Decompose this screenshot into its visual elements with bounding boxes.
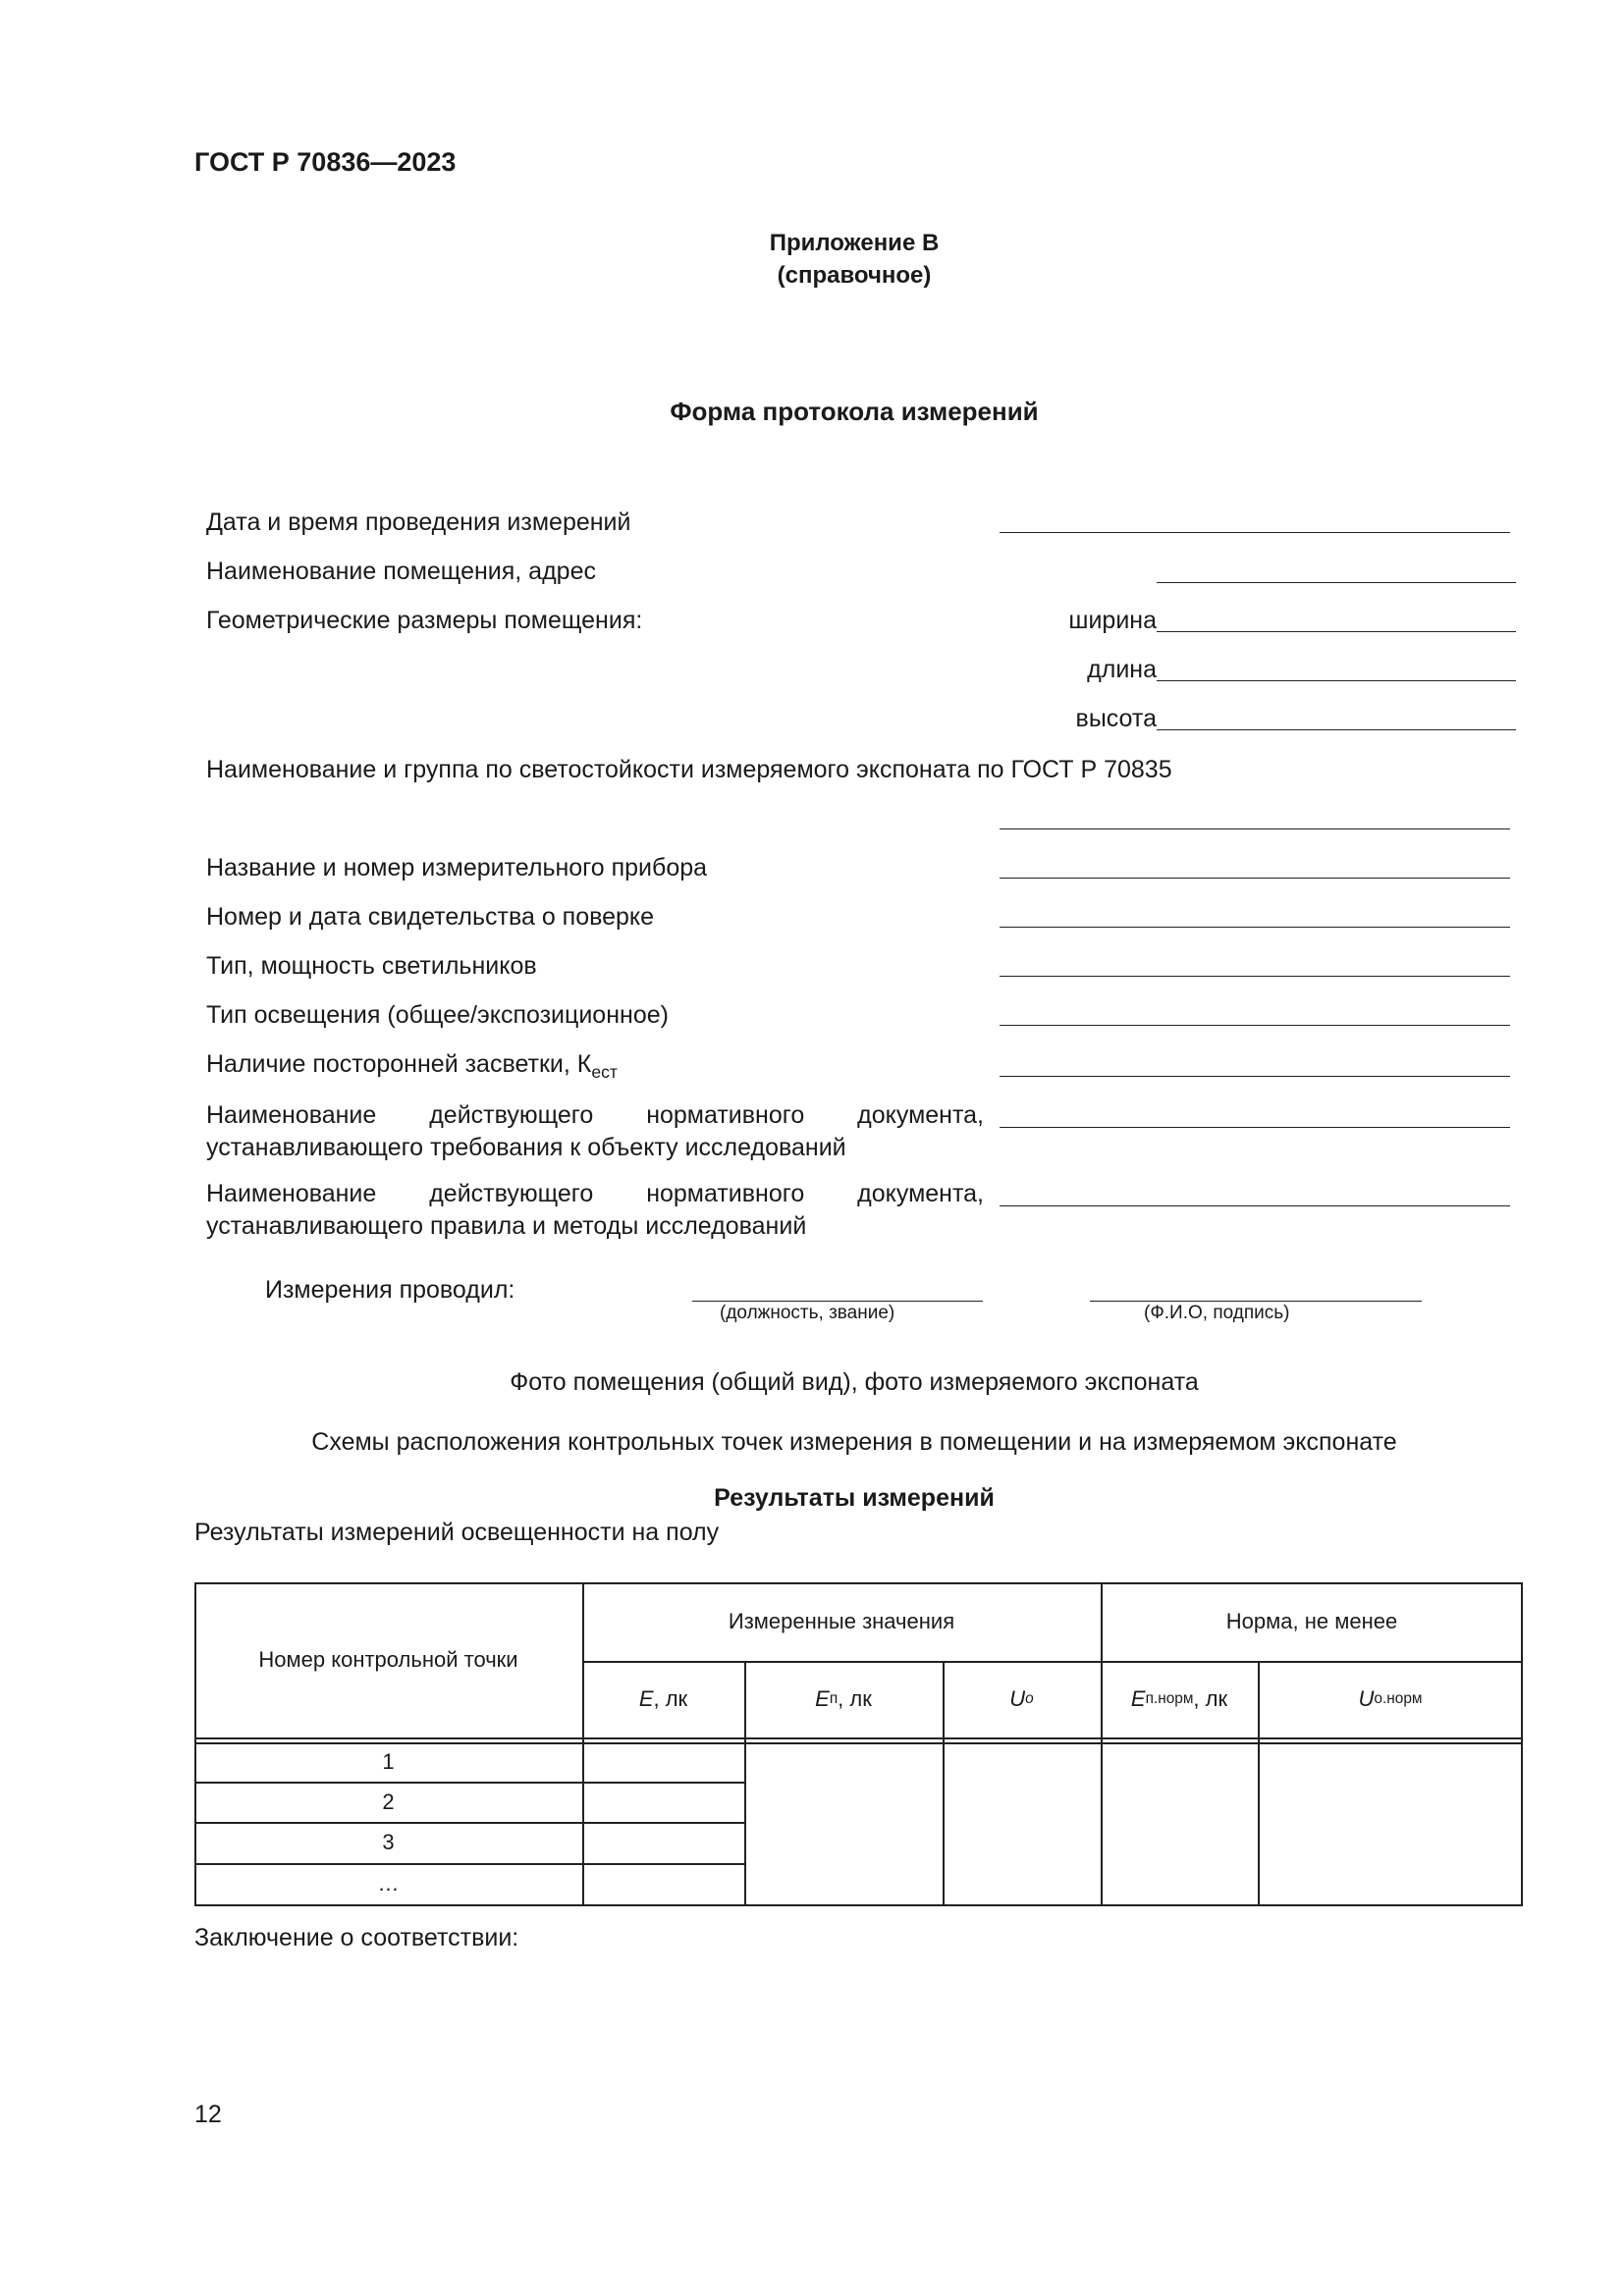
page-number: 12 <box>194 2101 222 2128</box>
table-row-4-label: … <box>377 1871 400 1896</box>
field-label-instrument: Название и номер измерительного прибора <box>206 854 708 881</box>
length-label: длина <box>1087 656 1157 683</box>
field-label-norm-doc-requirements: Наименование действующего нормативного документа, устанавливающего требования к объекту исследований <box>206 1101 984 1161</box>
header-ep-norm: E п.норм , лк <box>1130 1686 1228 1711</box>
cell-e-row-2[interactable] <box>582 1782 744 1822</box>
exhibit-group-line[interactable] <box>1000 828 1510 829</box>
field-label-exhibit-group: Наименование и группа по светостойкости измеряемого экспоната по ГОСТ Р 70835 <box>206 756 1172 783</box>
field-label-room-dims: Геометрические размеры помещения: <box>206 607 643 634</box>
lighting-type-line[interactable] <box>1000 1025 1510 1026</box>
position-line[interactable] <box>692 1301 983 1302</box>
height-line[interactable] <box>1157 729 1516 730</box>
photo-note: Фото помещения (общий вид), фото измеряемого экспоната <box>510 1368 1199 1396</box>
cell-e-row-4[interactable] <box>582 1863 744 1904</box>
header-ep: E п , лк <box>815 1686 872 1711</box>
field-label-stray-light <box>206 1050 618 1083</box>
name-line[interactable] <box>1090 1301 1422 1302</box>
width-label: ширина <box>1068 607 1157 634</box>
header-uo-norm: U о.норм <box>1358 1686 1423 1711</box>
field-label-lighting-type: Тип освещения (общее/экспозиционное) <box>206 1001 669 1029</box>
height-label: высота <box>1075 705 1157 732</box>
appendix-heading <box>0 227 1624 292</box>
field-label-certificate: Номер и дата свидетельства о поверке <box>206 903 655 931</box>
stray-light-text: Наличие посторонней засветки, К <box>206 1050 592 1078</box>
lamps-line[interactable] <box>1000 976 1510 977</box>
appendix-kind: (справочное) <box>777 262 932 289</box>
stray-light-subscript: ест <box>591 1062 618 1083</box>
results-subtitle: Результаты измерений освещенности на полу <box>194 1519 720 1546</box>
norm-doc-methods-line[interactable] <box>1000 1205 1510 1206</box>
conclusion-label: Заключение о соответствии: <box>194 1924 519 1951</box>
table-row-1-label: 1 <box>382 1749 395 1774</box>
instrument-line[interactable] <box>1000 878 1510 879</box>
cell-uo-norm[interactable] <box>1258 1742 1523 1904</box>
appendix-title: Приложение В <box>769 230 940 256</box>
document-code: ГОСТ Р 70836—2023 <box>194 147 457 177</box>
field-label-lamps: Тип, мощность светильников <box>206 952 537 980</box>
form-title: Форма протокола измерений <box>670 397 1039 426</box>
width-line[interactable] <box>1157 631 1516 632</box>
results-title: Результаты измерений <box>714 1484 995 1512</box>
results-table <box>194 1582 1523 1906</box>
position-caption: (должность, звание) <box>720 1303 895 1323</box>
stray-light-line[interactable] <box>1000 1076 1510 1077</box>
field-label-norm-doc-methods: Наименование действующего нормативного документа, устанавливающего правила и методы исследований <box>206 1180 984 1240</box>
cell-e-row-1[interactable] <box>582 1742 744 1782</box>
cell-uo[interactable] <box>943 1742 1101 1904</box>
signature-label: Измерения проводил: <box>265 1276 515 1304</box>
field-label-room-name: Наименование помещения, адрес <box>206 558 596 585</box>
cell-e-row-3[interactable] <box>582 1822 744 1863</box>
cell-ep[interactable] <box>744 1742 943 1904</box>
name-caption: (Ф.И.О, подпись) <box>1144 1303 1290 1323</box>
field-label-date-time: Дата и время проведения измерений <box>206 508 631 536</box>
certificate-line[interactable] <box>1000 927 1510 928</box>
header-norm: Норма, не менее <box>1225 1609 1398 1633</box>
table-row-3-label: 3 <box>382 1830 395 1854</box>
scheme-note: Схемы расположения контрольных точек измерения в помещении и на измеряемом экспонате <box>311 1428 1397 1456</box>
table-row-2-label: 2 <box>382 1789 395 1814</box>
header-point-number: Номер контрольной точки <box>258 1647 518 1672</box>
length-line[interactable] <box>1157 680 1516 681</box>
date-time-line[interactable] <box>1000 532 1510 533</box>
header-e: E , лк <box>638 1686 688 1711</box>
cell-ep-norm[interactable] <box>1101 1742 1258 1904</box>
header-measured-values: Измеренные значения <box>728 1609 955 1633</box>
room-name-line[interactable] <box>1157 582 1516 583</box>
norm-doc-requirements-line[interactable] <box>1000 1127 1510 1128</box>
header-uo: U o <box>1009 1686 1034 1711</box>
